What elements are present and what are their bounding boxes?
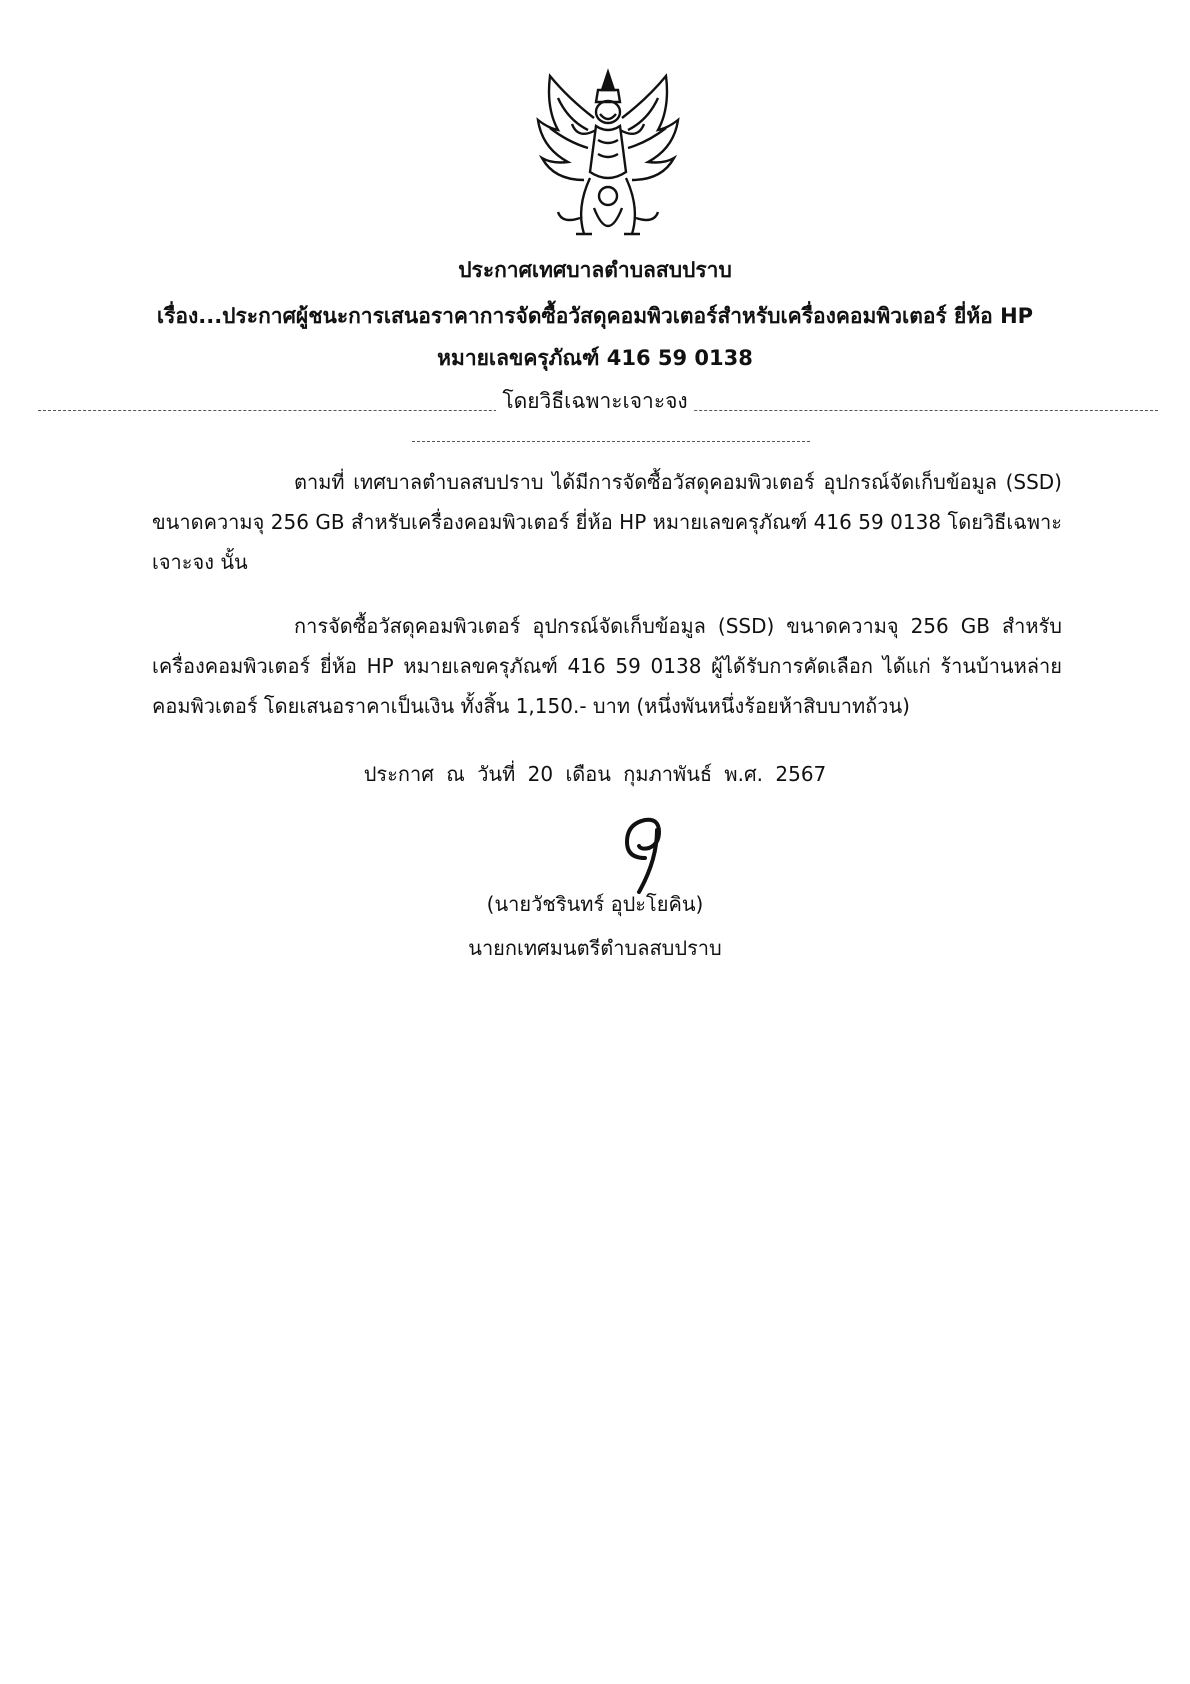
document-title: ประกาศเทศบาลตำบลสบปราบ	[458, 258, 732, 282]
body-paragraph-2: การจัดซื้อวัสดุคอมพิวเตอร์ อุปกรณ์จัดเก็บข้อมูล (SSD) ขนาดความจุ 256 GB สำหรับเครื่องคอมพิวเตอร์ ยี่ห้อ HP หมายเลขครุภัณฑ์ 416 59 0138 ผู้ได้รับการคัดเลือก ได้แก่ ร้านบ้านหล่ายคอมพิวเตอร์ โดยเสนอราคาเป็นเงิน ทั้งสิ้น 1,150.- บาท (หนึ่งพันหนึ่งร้อยห้าสิบบาทถ้วน)	[152, 614, 1062, 718]
asset-number: หมายเลขครุภัณฑ์ 416 59 0138	[437, 346, 753, 370]
announcement-date: ประกาศ ณ วันที่ 20 เดือน กุมภาพันธ์ พ.ศ. 2567	[363, 762, 827, 786]
signatory-position: นายกเทศมนตรีตำบลสบปราบ	[468, 936, 722, 960]
body-paragraph-1: ตามที่ เทศบาลตำบลสบปราบ ได้มีการจัดซื้อวัสดุคอมพิวเตอร์ อุปกรณ์จัดเก็บข้อมูล (SSD) ขนาดความจุ 256 GB สำหรับเครื่องคอมพิวเตอร์ ยี่ห้อ HP หมายเลขครุภัณฑ์ 416 59 0138 โดยวิธีเฉพาะเจาะจง นั้น	[152, 470, 1062, 574]
document-subject: เรื่อง...ประกาศผู้ชนะการเสนอราคาการจัดซื้อวัสดุคอมพิวเตอร์สำหรับเครื่องคอมพิวเตอร์ ยี่ห้อ HP	[156, 304, 1034, 328]
handwritten-signature	[605, 800, 685, 900]
garuda-emblem-icon	[528, 68, 688, 248]
procurement-method	[0, 385, 1190, 418]
procurement-method-label: โดยวิธีเฉพาะเจาะจง	[496, 389, 693, 413]
signatory-name: (นายวัชรินทร์ อุปะโยคิน)	[486, 892, 704, 916]
header-divider-short	[412, 441, 810, 442]
